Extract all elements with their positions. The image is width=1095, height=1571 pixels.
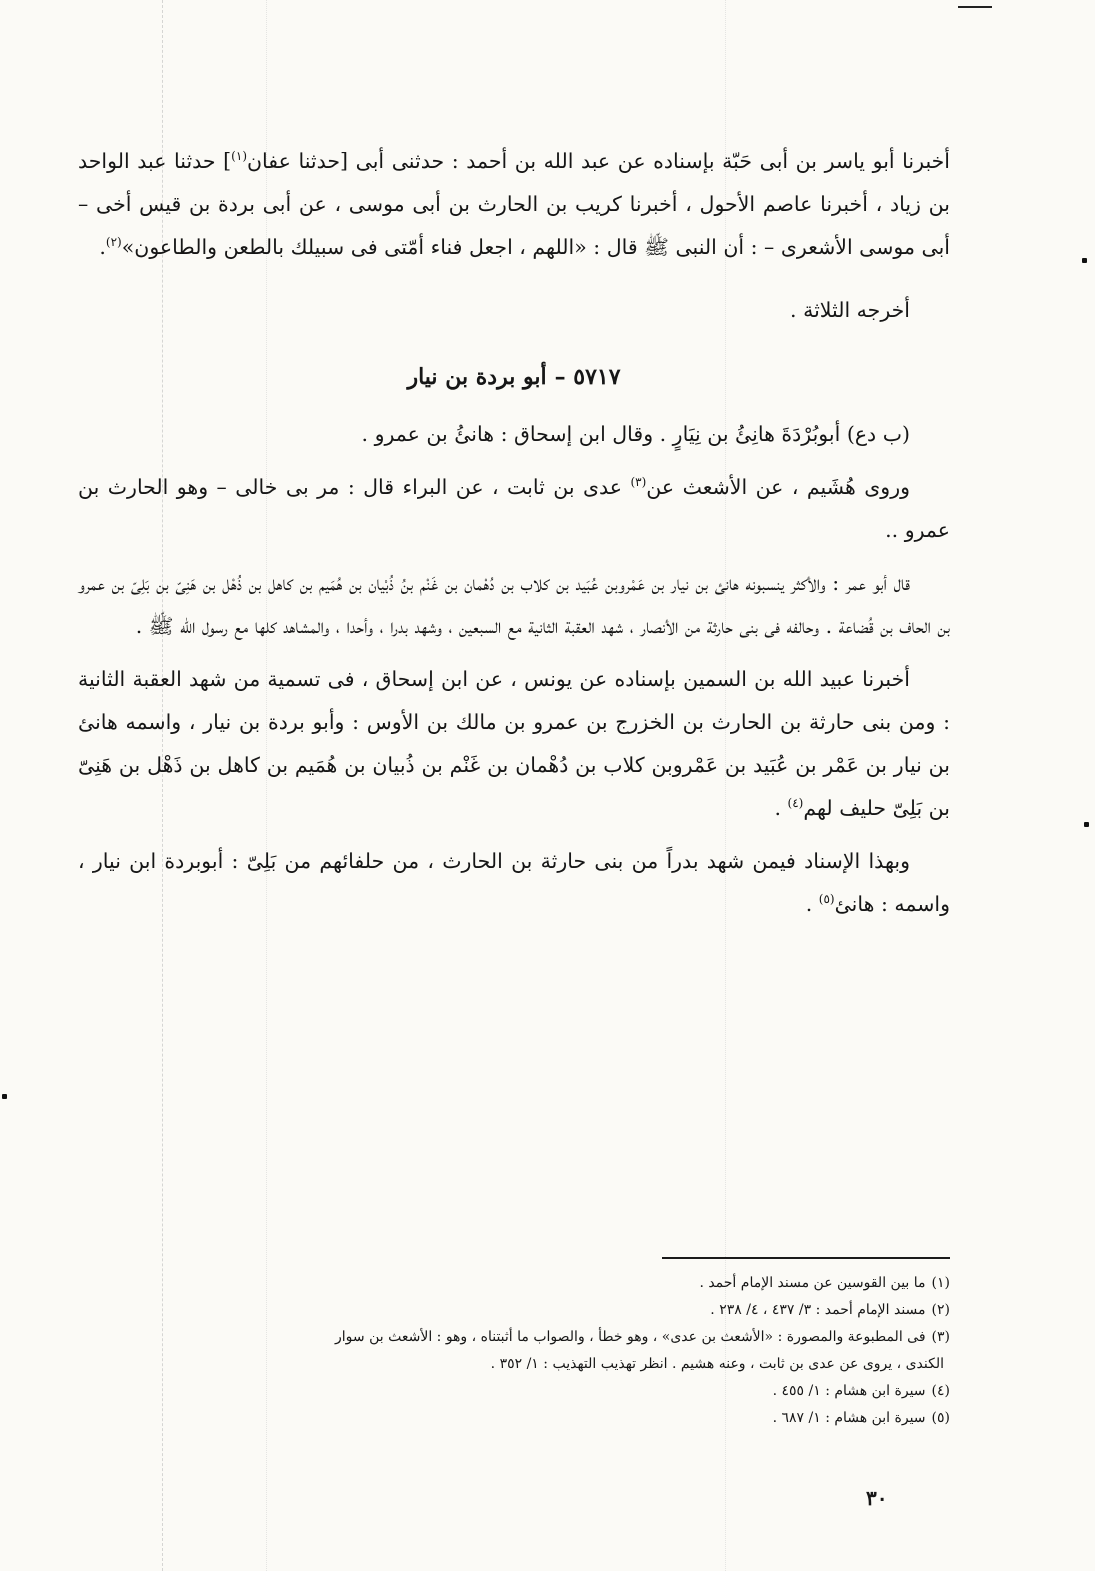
footnote-ref: (١) (231, 149, 247, 164)
footnote-ref: (٤) (787, 796, 804, 811)
footnote-continuation (78, 1351, 950, 1378)
footnote-text: مسند الإمام أحمد : ٣/ ٤٣٧ ، ٤/ ٢٣٨ . (710, 1302, 926, 1318)
riwaya-text: عدى بن ثابت ، عن البراء قال : مر بى خالى – وهو الحارث بن عمرو .. (78, 475, 950, 542)
footnote (78, 1405, 950, 1432)
badr-text: وبهذا الإسناد فيمن شهد بدراً من بنى حارثة بن الحارث ، من حلفائهم من بَلِىّ : أبوبردة ابن نيار ، واسمه : هانئ (78, 849, 950, 916)
footnotes (78, 1270, 950, 1432)
hadith-isnad: أخبرنا أبو ياسر بن أبى حَبّة بإسناده عن عبد الله بن أحمد : حدثنى أبى [حدثنا عفان (247, 149, 950, 173)
footnote-number (944, 1356, 950, 1372)
paragraph-riwaya (78, 466, 950, 552)
paragraph-takhrij: أخرجه الثلاثة . (790, 298, 910, 322)
footnote-separator (662, 1257, 950, 1259)
paragraph-ibn-ishaq (78, 658, 950, 830)
main-text (78, 140, 950, 926)
scan-speck (1084, 822, 1089, 827)
footnote-number: (١) (931, 1275, 950, 1291)
footnote-number: (٥) (931, 1410, 950, 1426)
footnote-text: الكندى ، يروى عن عدى بن ثابت ، وعنه هشيم . انظر تهذيب التهذيب : ١/ ٣٥٢ . (490, 1356, 944, 1372)
punctuation: . (99, 235, 106, 259)
hadith-text: ] حدثنا عبد الواحد بن زياد ، أخبرنا عاصم الأحول ، أخبرنا كريب بن الحارث بن أبى موسى ، عن أبى بردة بن قيس أخى – أبى موسى الأشعرى – : أن النبى ﷺ قال : «اللهم ، اجعل فناء أمّتى فى سبيلك بالطعن والطاعون» (78, 149, 950, 259)
footnote (78, 1270, 950, 1297)
ibn-ishaq-text: أخبرنا عبيد الله بن السمين بإسناده عن يونس ، عن ابن إسحاق ، فى تسمية من شهد العقبة الثانية : ومن بنى حارثة بن الحارث بن الخزرج بن عمرو بن مالك بن الأوس : وأبو بردة بن نيار ، واسمه هانئ بن نيار بن عَمْر بن عُبَيد بن عَمْروبن كلاب بن دُهْمان بن غَنْم بن ذُبيان بن هُمَيم بن كاهل بن ذَهْل بن هَنِىّ بن بَلِىّ حليف لهم (78, 667, 950, 820)
scan-speck (2, 1094, 7, 1099)
punctuation: . (805, 892, 819, 916)
footnote (78, 1324, 950, 1351)
footnote-number: (٤) (931, 1383, 950, 1399)
paragraph-hadith (78, 140, 950, 269)
entry-title: أبو بردة بن نيار (407, 364, 547, 390)
paragraph-nasab: قال أبو عمر : والأكثر ينسبونه هانئ بن نيار بن عَمْروبن عُبَيد بن كلاب بن دُهْمان بن غَنْم بنُ ذُبْيان بن هُمَيم بن كاهل بن ذُهْل بن هَنِىّ بن بَلِىّ بن عمرو بن الحاف بن قُضاعة . وحالفه فى بنى حارثة من الأنصار ، شهد العقبة الثانية مع السبعين ، وشهد بدرا ، وأحدا ، والمشاهد كلها مع رسول الله ﷺ . (78, 571, 950, 638)
footnote-ref: (٣) (630, 475, 647, 490)
riwaya-text: وروى هُشَيم ، عن الأشعث عن (646, 475, 910, 499)
page-number: ٣٠ (866, 1486, 888, 1510)
footnote-number: (٢) (931, 1302, 950, 1318)
entry-heading (78, 356, 950, 399)
footnote-text: فى المطبوعة والمصورة : «الأشعث بن عدى» ، وهو خطأ ، والصواب ما أثبتناه ، وهو : الأشعث بن سوار (335, 1329, 926, 1345)
page-edge-mark (958, 6, 992, 8)
footnote (78, 1297, 950, 1324)
footnote-ref: (٢) (105, 235, 122, 250)
footnote-text: سيرة ابن هشام : ١/ ٦٨٧ . (772, 1410, 926, 1426)
footnote-text: سيرة ابن هشام : ١/ ٤٥٥ . (772, 1383, 926, 1399)
scan-speck (1082, 258, 1087, 263)
paragraph-badr (78, 840, 950, 926)
paragraph-entry-name: (ب دع) أبوبُرْدَةَ هانِئُ بن نِيَارٍ . وقال ابن إسحاق : هانئُ بن عمرو . (361, 422, 910, 446)
footnote-ref: (٥) (818, 892, 835, 907)
footnote (78, 1378, 950, 1405)
punctuation: . (774, 796, 788, 820)
footnote-text: ما بين القوسين عن مسند الإمام أحمد . (699, 1275, 926, 1291)
entry-number: ٥٧١٧ – (554, 364, 621, 390)
footnote-number: (٣) (931, 1329, 950, 1345)
